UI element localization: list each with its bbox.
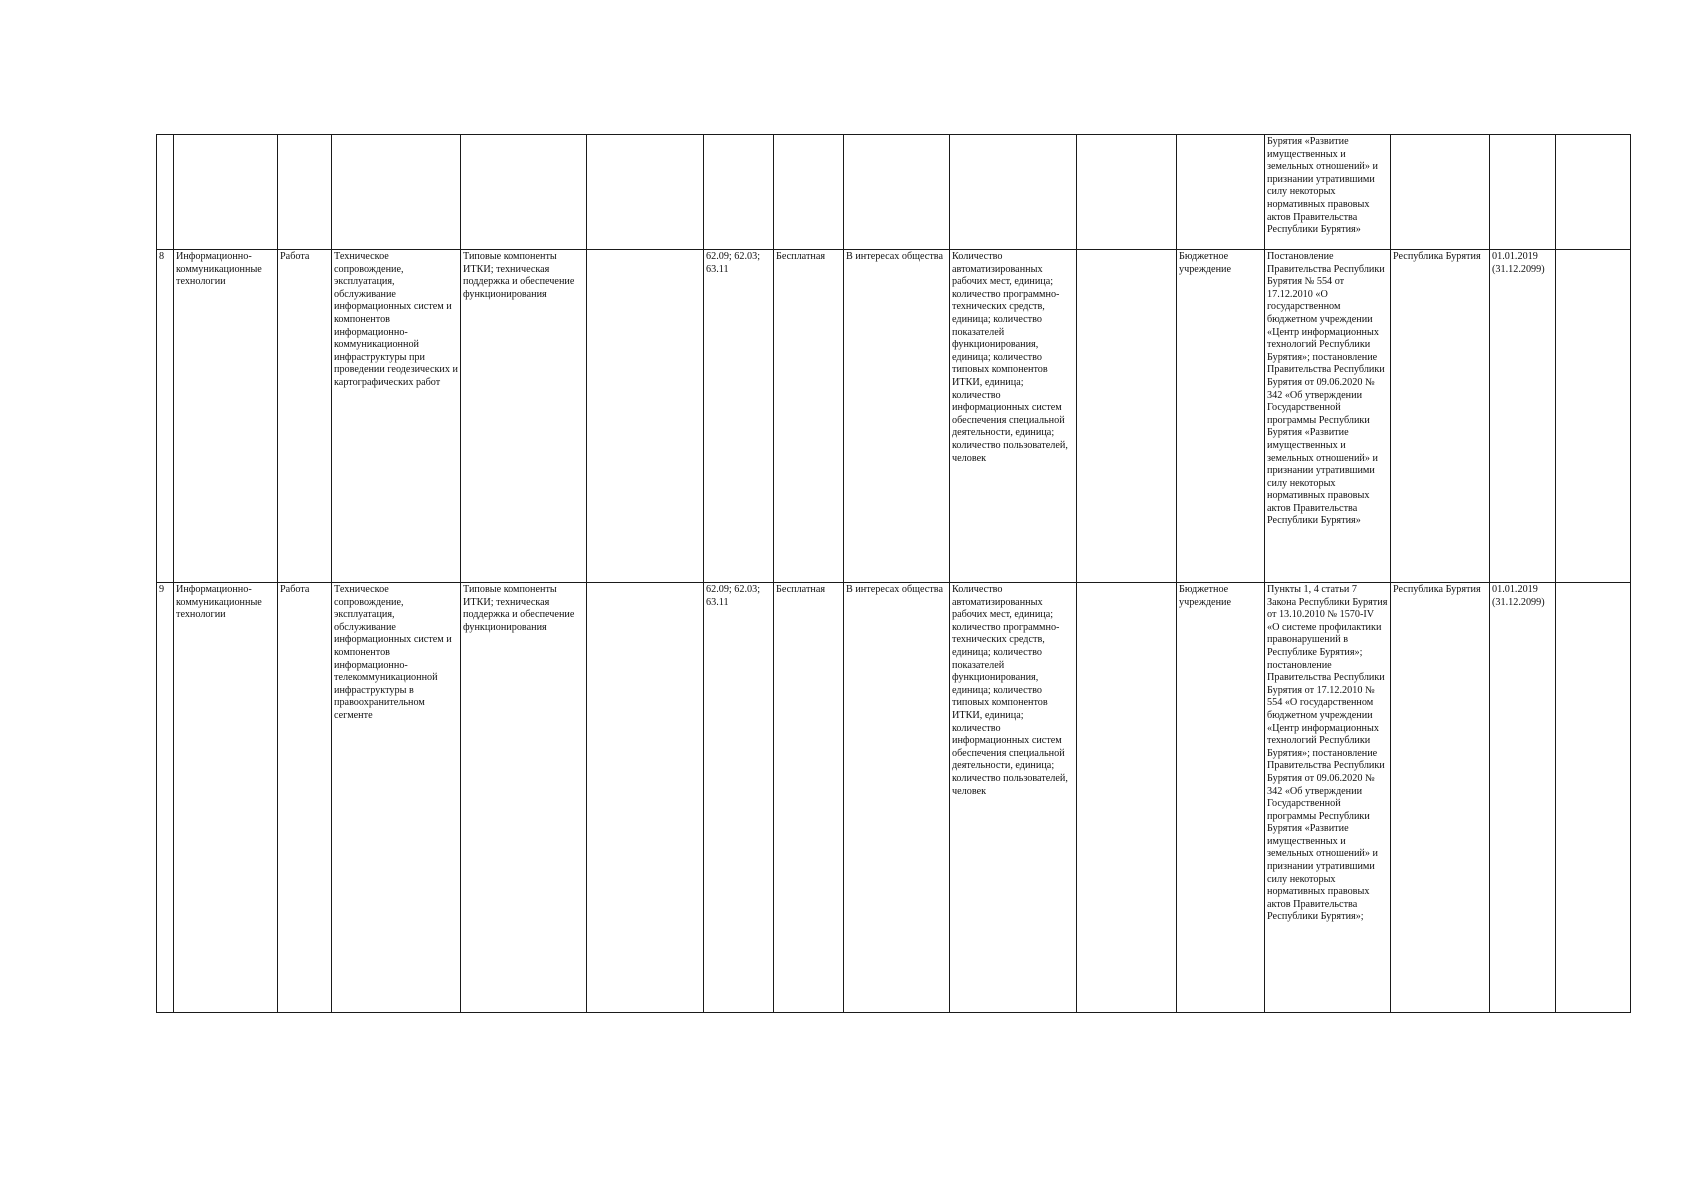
content-cell: Техническое сопровождение, эксплуатация, обслуживание информационных систем и компонентов информационно-коммуникационной инфраструктуры при проведении геодезических и картографических работ — [332, 250, 461, 583]
sphere-cell: Информационно-коммуникационные технологии — [174, 250, 278, 583]
dates-cell — [1490, 135, 1556, 250]
empty-cell — [1556, 250, 1631, 583]
sphere-cell: Информационно-коммуникационные технологии — [174, 583, 278, 1013]
extra-cell — [587, 250, 704, 583]
indicators-cell: Количество автоматизированных рабочих мест, единица; количество программно-технических средств, единица; количество показателей функционирования, единица; количество типовых компонентов ИТКИ, единица; количество информационных систем обеспечения специальной деятельности, единица; количество пользователей, человек — [950, 583, 1077, 1013]
indicators-cell — [950, 135, 1077, 250]
interest-cell: В интересах общества — [844, 250, 950, 583]
table-row — [157, 135, 1631, 250]
institution-type-cell — [1177, 135, 1265, 250]
dates-cell: 01.01.2019 (31.12.2099) — [1490, 250, 1556, 583]
components-cell: Типовые компоненты ИТКИ; техническая поддержка и обеспечение функционирования — [461, 583, 587, 1013]
empty-cell — [1077, 250, 1177, 583]
components-cell: Типовые компоненты ИТКИ; техническая поддержка и обеспечение функционирования — [461, 250, 587, 583]
interest-cell: В интересах общества — [844, 583, 950, 1013]
kind-cell: Работа — [278, 583, 332, 1013]
row-number — [157, 135, 174, 250]
dates-cell: 01.01.2019 (31.12.2099) — [1490, 583, 1556, 1013]
legal-basis-cell: Бурятия «Развитие имущественных и земельных отношений» и признании утратившими силу некоторых нормативных правовых актов Правительства Республики Бурятия» — [1265, 135, 1391, 250]
legal-basis-cell: Пункты 1, 4 статьи 7 Закона Республики Бурятия от 13.10.2010 № 1570-IV «О системе профилактики правонарушений в Республике Бурятия»; постановление Правительства Республики Бурятия от 17.12.2010 № 554 «О государственном бюджетном учреждении «Центр информационных технологий Республики Бурятия»; постановление Правительства Республики Бурятия от 09.06.2020 № 342 «Об утверждении Государственной программы Республики Бурятия «Развитие имущественных и земельных отношений» и признании утратившими силу некоторых нормативных правовых актов Правительства Республики Бурятия»; — [1265, 583, 1391, 1013]
table-row — [157, 583, 1631, 1013]
paid-cell — [774, 135, 844, 250]
empty-cell — [1556, 583, 1631, 1013]
registry-table-page — [156, 134, 1630, 1012]
interest-cell — [844, 135, 950, 250]
paid-cell: Бесплатная — [774, 583, 844, 1013]
empty-cell — [1077, 135, 1177, 250]
okved-cell — [704, 135, 774, 250]
kind-cell: Работа — [278, 250, 332, 583]
owner-cell — [1391, 135, 1490, 250]
legal-basis-cell: Постановление Правительства Республики Бурятия № 554 от 17.12.2010 «О государственном бюджетном учреждении «Центр информационных технологий Республики Бурятия»; постановление Правительства Республики Бурятия от 09.06.2020 № 342 «Об утверждении Государственной программы Республики Бурятия «Развитие имущественных и земельных отношений» и признании утратившими силу некоторых нормативных правовых актов Правительства Республики Бурятия» — [1265, 250, 1391, 583]
empty-cell — [1556, 135, 1631, 250]
registry-table — [156, 134, 1631, 1013]
extra-cell — [587, 135, 704, 250]
indicators-cell: Количество автоматизированных рабочих мест, единица; количество программно-технических средств, единица; количество показателей функционирования, единица; количество типовых компонентов ИТКИ, единица; количество информационных систем обеспечения специальной деятельности, единица; количество пользователей, человек — [950, 250, 1077, 583]
row-number: 9 — [157, 583, 174, 1013]
institution-type-cell: Бюджетное учреждение — [1177, 583, 1265, 1013]
institution-type-cell: Бюджетное учреждение — [1177, 250, 1265, 583]
paid-cell: Бесплатная — [774, 250, 844, 583]
content-cell — [332, 135, 461, 250]
okved-cell: 62.09; 62.03; 63.11 — [704, 583, 774, 1013]
okved-cell: 62.09; 62.03; 63.11 — [704, 250, 774, 583]
extra-cell — [587, 583, 704, 1013]
sphere-cell — [174, 135, 278, 250]
components-cell — [461, 135, 587, 250]
content-cell: Техническое сопровождение, эксплуатация, обслуживание информационных систем и компонентов информационно-телекоммуникационной инфраструктуры в правоохранительном сегменте — [332, 583, 461, 1013]
empty-cell — [1077, 583, 1177, 1013]
row-number: 8 — [157, 250, 174, 583]
owner-cell: Республика Бурятия — [1391, 250, 1490, 583]
table-row — [157, 250, 1631, 583]
owner-cell: Республика Бурятия — [1391, 583, 1490, 1013]
kind-cell — [278, 135, 332, 250]
